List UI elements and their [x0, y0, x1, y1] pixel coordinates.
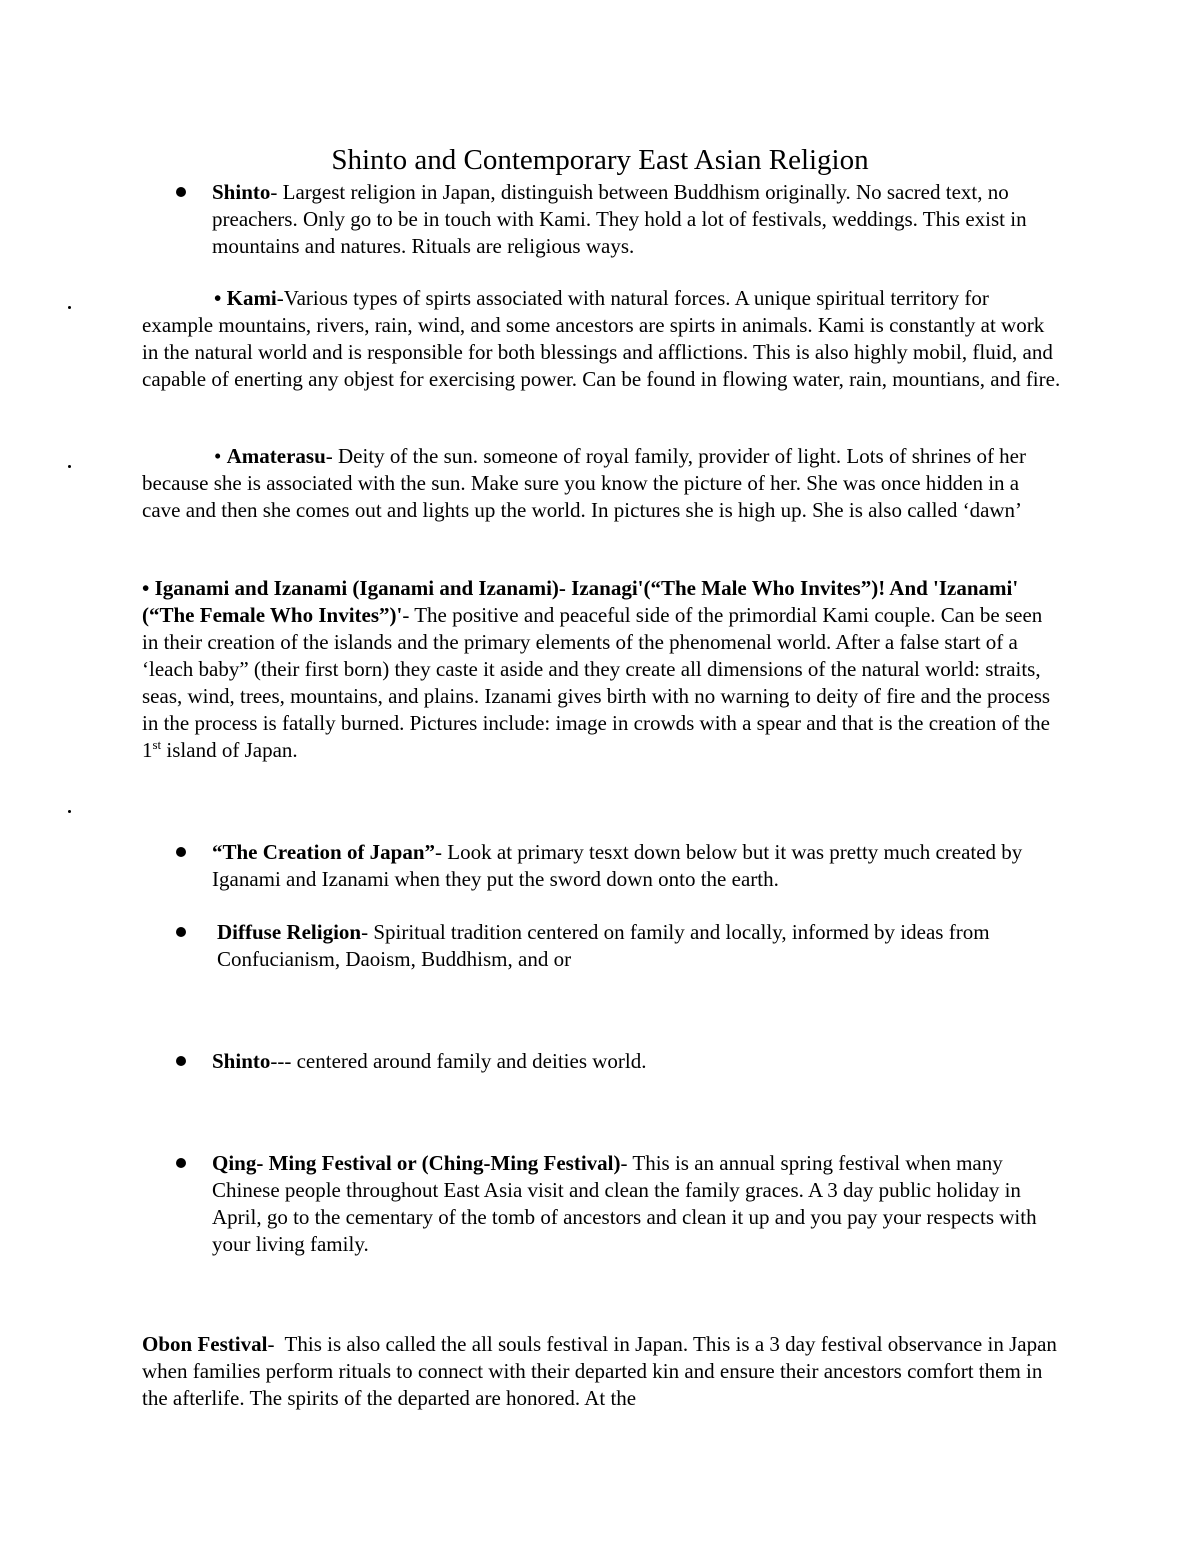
definition-obon: - This is also called the all souls festival in Japan. This is a 3 day festival observance in Japan when families perform rituals to connect with their departed kin and ensure their ancestors comfort them in the afterlife. The spirits of the departed are honored. At the: [142, 1332, 1063, 1410]
list-item-shinto-2: [212, 1048, 1062, 1075]
definition-shinto-2: --- centered around family and deities world.: [270, 1049, 647, 1073]
paragraph-obon: [142, 1331, 1062, 1412]
definition-shinto: - Largest religion in Japan, distinguish between Buddhism originally. No sacred text, no preachers. Only go to be in touch with Kami. They hold a lot of festivals, weddings. This exist in mountains and natures. Rituals are religious ways.: [212, 180, 1027, 258]
term-kami: Kami: [226, 286, 277, 310]
term-shinto: Shinto: [212, 180, 271, 204]
paragraph-iganami: [142, 575, 1062, 764]
definition-kami: -Various types of spirts associated with natural forces. A unique spiritual territory for example mountains, rivers, rain, wind, and some ancestors are spirts in animals. Kami is constantly at work in the natural world and is responsible for both blessings and afflictions. This is also highly mobil, fluid, and capable of enerting any objest for exercising power. Can be found in flowing water, rain, mountians, and fire.: [142, 286, 1061, 391]
term-obon: Obon Festival: [142, 1332, 268, 1356]
paragraph-amaterasu: [142, 443, 1062, 524]
term-amaterasu: Amaterasu: [226, 444, 326, 468]
bullet-disc: [176, 847, 186, 857]
definition-creation: - Look at primary tesxt down below but it was pretty much created by Iganami and Izanami when they put the sword down onto the earth.: [212, 840, 1023, 891]
term-qingming: Qing- Ming Festival or (Ching-Ming Festival): [212, 1151, 621, 1175]
term-creation: “The Creation of Japan”: [212, 840, 436, 864]
bullet-disc: [176, 187, 186, 197]
definition-diffuse: - Spiritual tradition centered on family and locally, informed by ideas from Confucianism, Daoism, Buddhism, and or: [217, 920, 990, 971]
definition-amaterasu: - Deity of the sun. someone of royal family, provider of light. Lots of shrines of her because she is associated with the sun. Make sure you know the picture of her. She was once hidden in a cave and then she comes out and lights up the world. In pictures she is high up. She is also called ‘dawn’: [142, 444, 1026, 522]
term-shinto-2: Shinto: [212, 1049, 271, 1073]
bullet-amaterasu: •: [214, 444, 222, 468]
bullet-disc: [176, 1056, 186, 1066]
list-item-qingming: [212, 1150, 1062, 1258]
definition-iganami: - The positive and peaceful side of the primordial Kami couple. Can be seen in their creation of the islands and the primary elements of the phenomenal world. After a false start of a ‘leach baby” (their first born) they caste it aside and they create all dimensions of the natural world: straits, seas, wind, trees, mountains, and plains. Izanami gives birth with no warning to deity of fire and the process in the process is fatally burned. Pictures include: image in crowds with a spear and that is the creation of the 1: [142, 603, 1051, 762]
bullet-iganami: •: [142, 576, 150, 600]
margin-dot: [68, 306, 71, 309]
page-title: Shinto and Contemporary East Asian Religion: [331, 144, 869, 176]
paragraph-kami: [142, 285, 1062, 393]
list-item-shinto: [212, 179, 1062, 260]
superscript-st: st: [152, 737, 162, 752]
term-iganami: Iganami and Izanami (Iganami and Izanami)- Izanagi'(“The Male Who Invites”)! And 'Izanami' (“The Female Who Invites”)': [142, 576, 1019, 627]
margin-dot: [68, 465, 71, 468]
definition-iganami-end: island of Japan.: [161, 738, 298, 762]
bullet-kami: •: [214, 286, 222, 310]
term-diffuse: Diffuse Religion: [217, 920, 362, 944]
list-item-creation: [212, 839, 1062, 893]
bullet-disc: [176, 1158, 186, 1168]
margin-dot: [68, 810, 71, 813]
list-item-diffuse: [212, 919, 1062, 973]
bullet-disc: [176, 927, 186, 937]
definition-qingming: - This is an annual spring festival when many Chinese people throughout East Asia visit and clean the family graces. A 3 day public holiday in April, go to the cementary of the tomb of ancestors and clean it up and you pay your respects with your living family.: [212, 1151, 1037, 1256]
